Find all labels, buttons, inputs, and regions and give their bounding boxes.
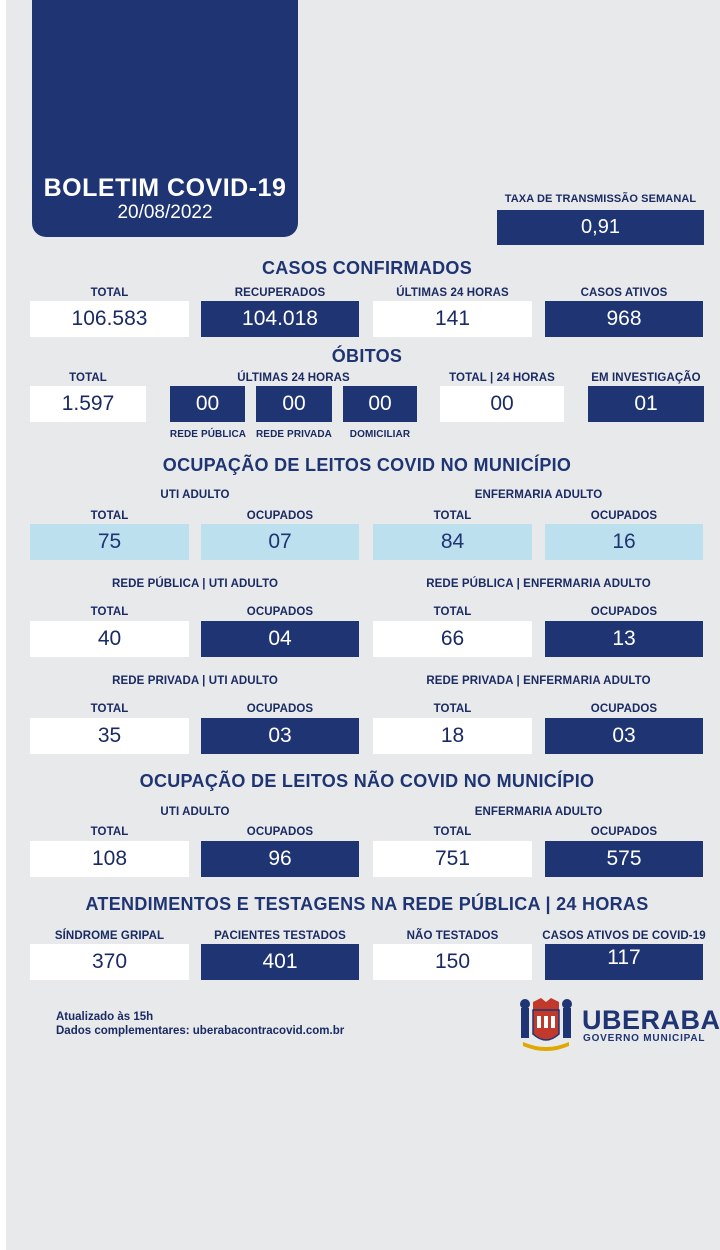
private-uti-total-value: 35 <box>30 718 189 754</box>
deaths-total24-value: 00 <box>440 386 564 422</box>
public-enf-ocup-label: OCUPADOS <box>590 606 658 618</box>
cases-recovered-label: RECUPERADOS <box>234 287 326 299</box>
private-enf-title: REDE PRIVADA | ENFERMARIA ADULTO <box>426 675 651 687</box>
cases-active-value: 968 <box>545 301 703 337</box>
deaths-home-label: DOMICILIAR <box>349 429 411 440</box>
noncovid-uti-title: UTI ADULTO <box>160 806 230 818</box>
deaths-24h-label: ÚLTIMAS 24 HORAS <box>237 372 350 384</box>
cases-recovered-value: 104.018 <box>201 301 359 337</box>
noncovid-uti-ocup-value: 96 <box>201 841 359 877</box>
noncovid-uti-total-value: 108 <box>30 841 189 877</box>
noncovid-uti-ocup-label: OCUPADOS <box>246 826 314 838</box>
private-enf-ocup-value: 03 <box>545 718 703 754</box>
public-enf-total-label: TOTAL <box>433 606 472 618</box>
deaths-investigation-label: EM INVESTIGAÇÃO <box>591 372 701 384</box>
logo-title: UBERABA <box>582 1005 720 1035</box>
private-enf-total-label: TOTAL <box>433 703 472 715</box>
covid-uti-ocup-label: OCUPADOS <box>246 510 314 522</box>
tested-value: 401 <box>201 944 359 980</box>
active-covid-label: CASOS ATIVOS DE COVID-19 <box>542 930 706 942</box>
private-uti-ocup-value: 03 <box>201 718 359 754</box>
updated-at: Atualizado às 15h <box>56 1011 154 1023</box>
noncovid-uti-total-label: TOTAL <box>90 826 129 838</box>
deaths-public-label: REDE PÚBLICA <box>169 429 247 440</box>
private-uti-ocup-label: OCUPADOS <box>246 703 314 715</box>
noncovid-enf-total-label: TOTAL <box>433 826 472 838</box>
noncovid-enf-ocup-label: OCUPADOS <box>590 826 658 838</box>
deaths-public-value: 00 <box>170 386 245 422</box>
services-title: ATENDIMENTOS E TESTAGENS NA REDE PÚBLICA | 24 HORAS <box>85 894 649 914</box>
transmission-rate-label: TAXA DE TRANSMISSÃO SEMANAL <box>504 193 697 205</box>
covid-uti-total-label: TOTAL <box>90 510 129 522</box>
coat-of-arms-icon <box>515 994 577 1054</box>
deaths-investigation-value: 01 <box>588 386 704 422</box>
transmission-rate-value: 0,91 <box>497 210 704 245</box>
confirmed-cases-title: CASOS CONFIRMADOS <box>261 258 473 278</box>
bulletin-date: 20/08/2022 <box>117 202 213 223</box>
deaths-total-value: 1.597 <box>30 386 146 422</box>
public-enf-ocup-value: 13 <box>545 621 703 657</box>
deaths-home-value: 00 <box>343 386 417 422</box>
private-uti-total-label: TOTAL <box>90 703 129 715</box>
public-uti-total-value: 40 <box>30 621 189 657</box>
covid-beds-title: OCUPAÇÃO DE LEITOS COVID NO MUNICÍPIO <box>162 455 572 475</box>
active-covid-value: 117 <box>545 944 703 980</box>
public-enf-total-value: 66 <box>373 621 532 657</box>
private-enf-total-value: 18 <box>373 718 532 754</box>
cases-24h-value: 141 <box>373 301 532 337</box>
deaths-private-label: REDE PRIVADA <box>255 429 333 440</box>
covid-uti-title: UTI ADULTO <box>160 489 230 501</box>
complementary-data: Dados complementares: uberabacontracovid.com.br <box>56 1025 345 1037</box>
cases-24h-label: ÚLTIMAS 24 HORAS <box>396 287 509 299</box>
noncovid-enf-title: ENFERMARIA ADULTO <box>474 806 603 818</box>
deaths-total24-label: TOTAL | 24 HORAS <box>449 372 555 384</box>
noncovid-enf-ocup-value: 575 <box>545 841 703 877</box>
noncovid-beds-title: OCUPAÇÃO DE LEITOS NÃO COVID NO MUNICÍPIO <box>139 771 595 791</box>
public-uti-ocup-label: OCUPADOS <box>246 606 314 618</box>
covid-enf-total-label: TOTAL <box>433 510 472 522</box>
bulletin-title: BOLETIM COVID-19 <box>43 174 287 202</box>
public-uti-total-label: TOTAL <box>90 606 129 618</box>
covid-uti-ocup-value: 07 <box>201 524 359 560</box>
deaths-total-label: TOTAL <box>69 372 107 384</box>
deaths-title: ÓBITOS <box>331 346 403 366</box>
public-enf-title: REDE PÚBLICA | ENFERMARIA ADULTO <box>426 578 651 590</box>
flu-syndrome-label: SÍNDROME GRIPAL <box>54 930 165 942</box>
noncovid-enf-total-value: 751 <box>373 841 532 877</box>
private-uti-title: REDE PRIVADA | UTI ADULTO <box>112 675 278 687</box>
cases-active-label: CASOS ATIVOS <box>580 287 668 299</box>
public-uti-ocup-value: 04 <box>201 621 359 657</box>
tested-label: PACIENTES TESTADOS <box>214 930 346 942</box>
public-uti-title: REDE PÚBLICA | UTI ADULTO <box>111 578 279 590</box>
covid-enf-title: ENFERMARIA ADULTO <box>474 489 603 501</box>
covid-enf-ocup-value: 16 <box>545 524 703 560</box>
covid-enf-total-value: 84 <box>373 524 532 560</box>
flu-syndrome-value: 370 <box>30 944 189 980</box>
private-enf-ocup-label: OCUPADOS <box>590 703 658 715</box>
covid-uti-total-value: 75 <box>30 524 189 560</box>
not-tested-value: 150 <box>373 944 532 980</box>
logo-subtitle: GOVERNO MUNICIPAL <box>583 1033 706 1044</box>
cases-total-value: 106.583 <box>30 301 189 337</box>
deaths-private-value: 00 <box>256 386 332 422</box>
covid-enf-ocup-label: OCUPADOS <box>590 510 658 522</box>
cases-total-label: TOTAL <box>90 287 129 299</box>
not-tested-label: NÃO TESTADOS <box>406 930 499 942</box>
